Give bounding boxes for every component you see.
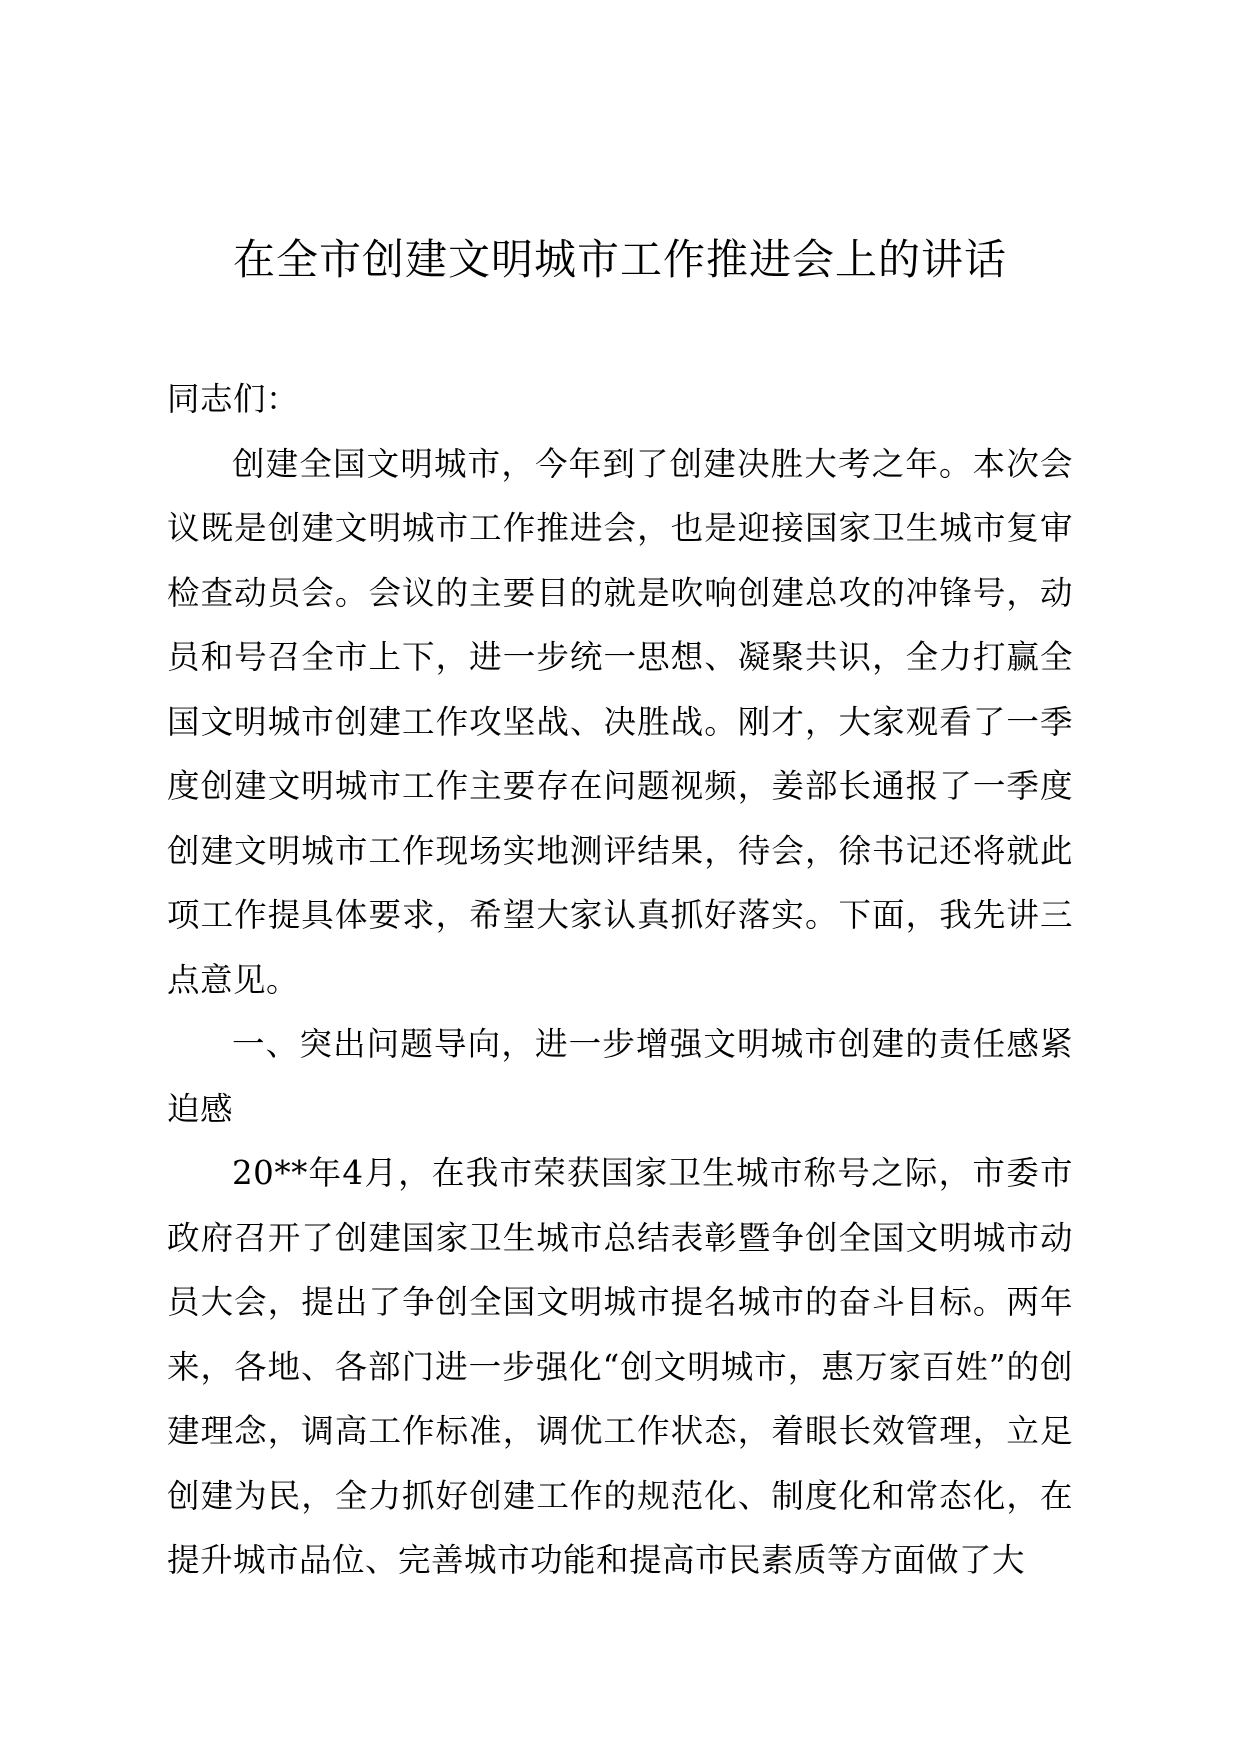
document-title: 在全市创建文明城市工作推进会上的讲话 xyxy=(232,235,1007,284)
salutation: 同志们： xyxy=(167,380,300,418)
section-paragraph: 20**年4月，在我市荣获国家卫生城市称号之际，市委市政府召开了创建国家卫生城市总结表彰暨争创全国文明城市动员大会，提出了争创全国文明城市提名城市的奋斗目标。两年来，各地、各部门进一步强化“创文明城市，惠万家百姓”的创建理念，调高工作标准，调优工作状态，着眼长效管理，立足创建为民，全力抓好创建工作的规范化、制度化和常态化，在提升城市品位、完善城市功能和提高市民素质等方面做了大 xyxy=(167,1154,1073,1579)
intro-paragraph: 创建全国文明城市，今年到了创建决胜大考之年。本次会议既是创建文明城市工作推进会，也是迎接国家卫生城市复审检查动员会。会议的主要目的就是吹响创建总攻的冲锋号，动员和号召全市上下，进一步统一思想、凝聚共识，全力打赢全国文明城市创建工作攻坚战、决胜战。刚才，大家观看了一季度创建文明城市工作主要存在问题视频，姜部长通报了一季度创建文明城市工作现场实地测评结果，待会，徐书记还将就此项工作提具体要求，希望大家认真抓好落实。下面，我先讲三点意见。 xyxy=(167,444,1073,999)
document-body xyxy=(167,367,1073,1593)
section-heading: 一、突出问题导向，进一步增强文明城市创建的责任感紧迫感 xyxy=(167,1025,1073,1128)
